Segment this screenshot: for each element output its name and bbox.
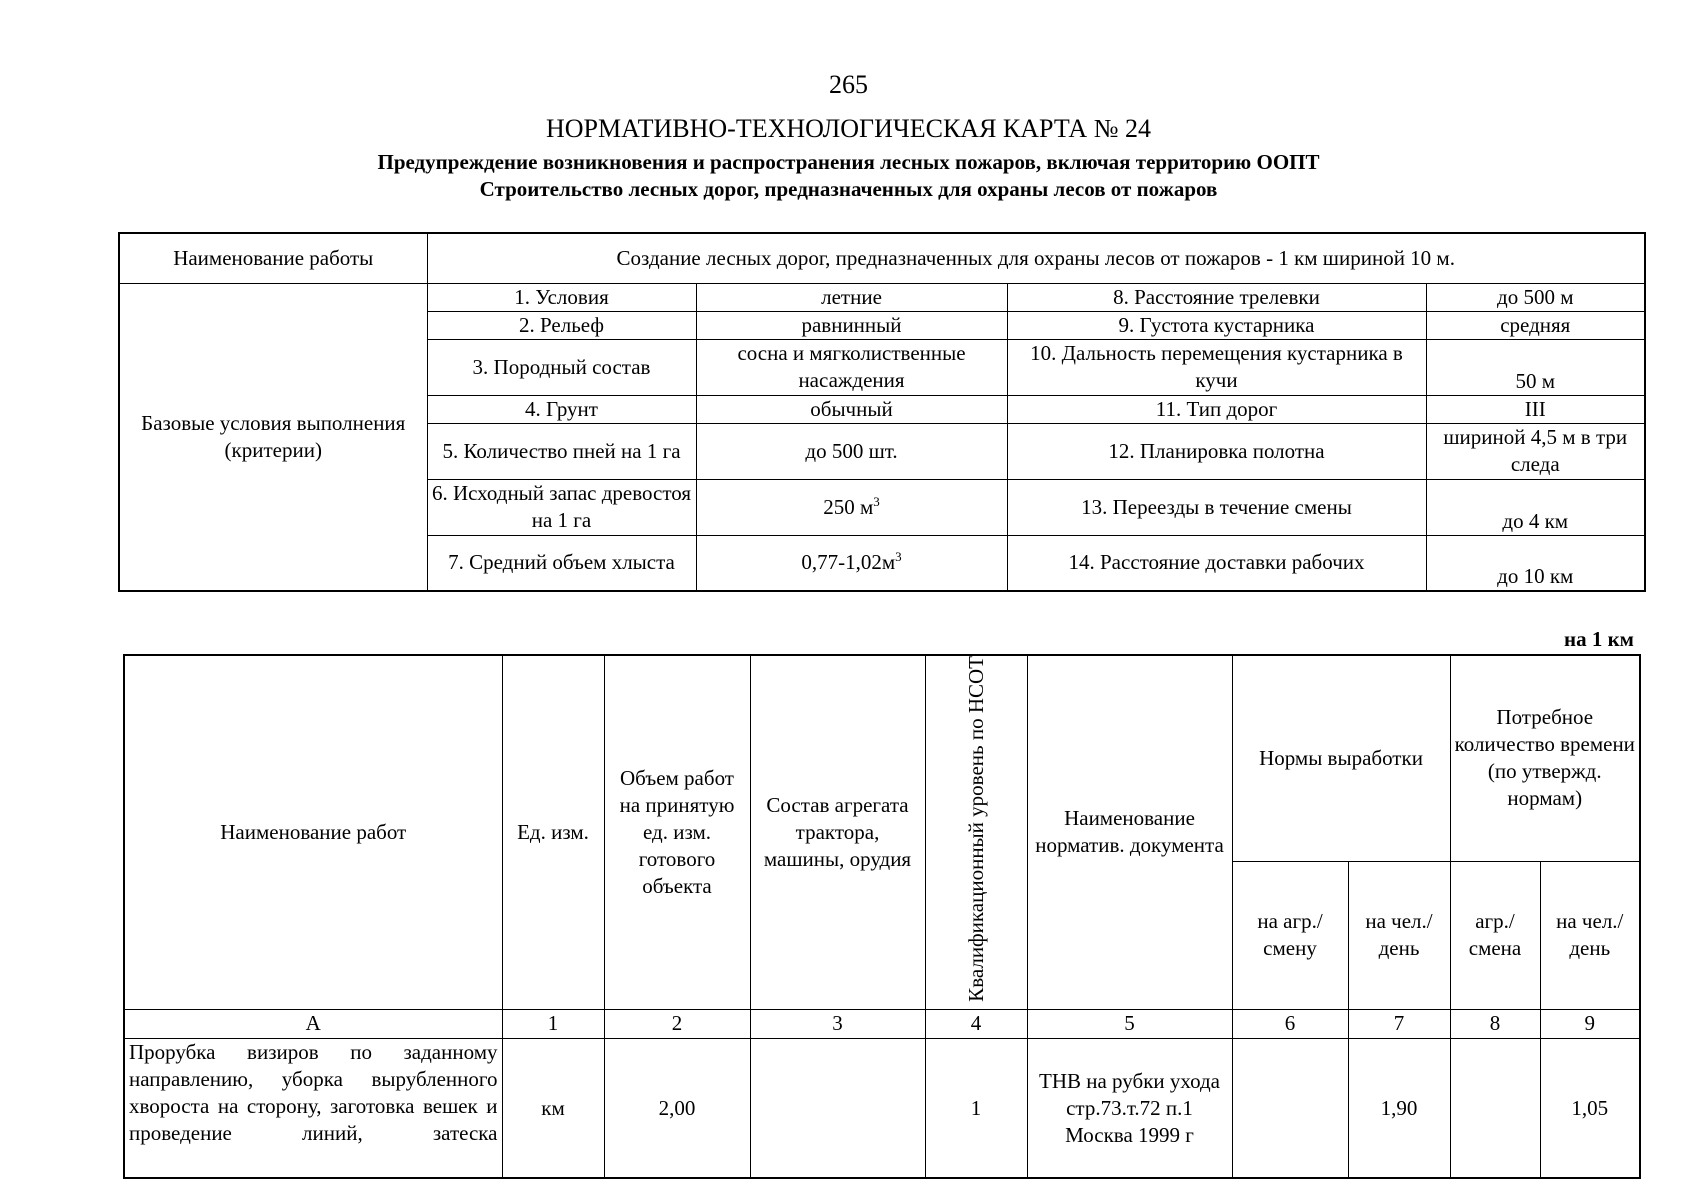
condition-label: 6. Исходный запас древостоя на 1 га: [427, 479, 696, 535]
condition-value: сосна и мягколиственные насаждения: [696, 339, 1007, 395]
subtitle-1: Предупреждение возникновения и распространения лесных пожаров, включая территорию ООПТ: [377, 150, 1320, 174]
column-number: 9: [1540, 1009, 1640, 1038]
header-composition: Состав агрегата трактора, машины, орудия: [750, 655, 925, 1009]
column-number: 3: [750, 1009, 925, 1038]
subtitle-2: Строительство лесных дорог, предназначенных для охраны лесов от пожаров: [479, 177, 1218, 201]
work-name-label: Наименование работы: [119, 233, 427, 283]
condition-value: до 500 шт.: [696, 423, 1007, 479]
work-name-value: Создание лесных дорог, предназначенных для охраны лесов от пожаров - 1 км шириной 10 м.: [427, 233, 1645, 283]
condition-label: 8. Расстояние трелевки: [1007, 283, 1426, 311]
header-work-names: Наименование работ: [124, 655, 502, 1009]
condition-value: равнинный: [696, 311, 1007, 339]
condition-label: 2. Рельеф: [427, 311, 696, 339]
header-norm-doc: Наименование норматив. документа: [1027, 655, 1232, 1009]
header-volume: Объем работ на принятую ед. изм. готового объекта: [604, 655, 750, 1009]
condition-label: 14. Расстояние доставки рабочих: [1007, 535, 1426, 591]
header-per-agr-shift: на агр./ смену: [1232, 861, 1348, 1009]
work-table: [123, 654, 1641, 1179]
conditions-table: [118, 232, 1646, 592]
condition-value: III: [1426, 395, 1645, 423]
unit-cell: км: [502, 1038, 604, 1178]
condition-label: 4. Грунт: [427, 395, 696, 423]
header-output-norms: Нормы выработки: [1232, 655, 1450, 861]
condition-label: 3. Породный состав: [427, 339, 696, 395]
header-unit: Ед. изм.: [502, 655, 604, 1009]
condition-label: 5. Количество пней на 1 га: [427, 423, 696, 479]
base-conditions-label: Базовые условия выполнения (критерии): [119, 283, 427, 591]
column-number: 1: [502, 1009, 604, 1038]
condition-label: 1. Условия: [427, 283, 696, 311]
condition-label: 13. Переезды в течение смены: [1007, 479, 1426, 535]
header-qualification: Квалификационный уровень по НСОТ: [925, 655, 1027, 1009]
qualification-cell: 1: [925, 1038, 1027, 1178]
header-person-day: на чел./ день: [1540, 861, 1640, 1009]
unit-note: на 1 км: [1563, 627, 1634, 651]
condition-value: летние: [696, 283, 1007, 311]
composition-cell: [750, 1038, 925, 1178]
card-title: НОРМАТИВНО-ТЕХНОЛОГИЧЕСКАЯ КАРТА № 24: [546, 114, 1151, 143]
condition-value: шириной 4,5 м в три следа: [1426, 423, 1645, 479]
column-number: 4: [925, 1009, 1027, 1038]
condition-label: 12. Планировка полотна: [1007, 423, 1426, 479]
condition-value: обычный: [696, 395, 1007, 423]
condition-value: $0,77-1,02м^3$: [696, 535, 1007, 591]
condition-value: до 10 км: [1426, 535, 1645, 591]
header-per-person-day: на чел./ день: [1348, 861, 1450, 1009]
column-number: А: [124, 1009, 502, 1038]
column-number: 6: [1232, 1009, 1348, 1038]
header-agr-shift: агр./ смена: [1450, 861, 1540, 1009]
condition-value: 50 м: [1426, 339, 1645, 395]
work-name-cell: Прорубка визиров по заданному направлению, уборка вырубленного хвороста на сторону, заготовка вешек и проведение линий, затеска: [124, 1038, 502, 1178]
condition-label: 10. Дальность перемещения кустарника в кучи: [1007, 339, 1426, 395]
agr-shift-cell: [1450, 1038, 1540, 1178]
person-day-cell: 1,05: [1540, 1038, 1640, 1178]
column-number: 5: [1027, 1009, 1232, 1038]
per-agr-shift-cell: [1232, 1038, 1348, 1178]
condition-value: средняя: [1426, 311, 1645, 339]
condition-value: 250 $м^3$: [696, 479, 1007, 535]
column-number: 8: [1450, 1009, 1540, 1038]
norm-doc-cell: ТНВ на рубки ухода стр.73.т.72 п.1 Москва 1999 г: [1027, 1038, 1232, 1178]
condition-label: 9. Густота кустарника: [1007, 311, 1426, 339]
condition-value: до 4 км: [1426, 479, 1645, 535]
per-person-day-cell: 1,90: [1348, 1038, 1450, 1178]
condition-label: 7. Средний объем хлыста: [427, 535, 696, 591]
table-row: [124, 1038, 1640, 1178]
condition-value: до 500 м: [1426, 283, 1645, 311]
condition-label: 11. Тип дорог: [1007, 395, 1426, 423]
column-number: 2: [604, 1009, 750, 1038]
volume-cell: 2,00: [604, 1038, 750, 1178]
page-number: 265: [829, 70, 868, 99]
header-required-time: Потребное количество времени (по утвержд. нормам): [1450, 655, 1640, 861]
column-number: 7: [1348, 1009, 1450, 1038]
